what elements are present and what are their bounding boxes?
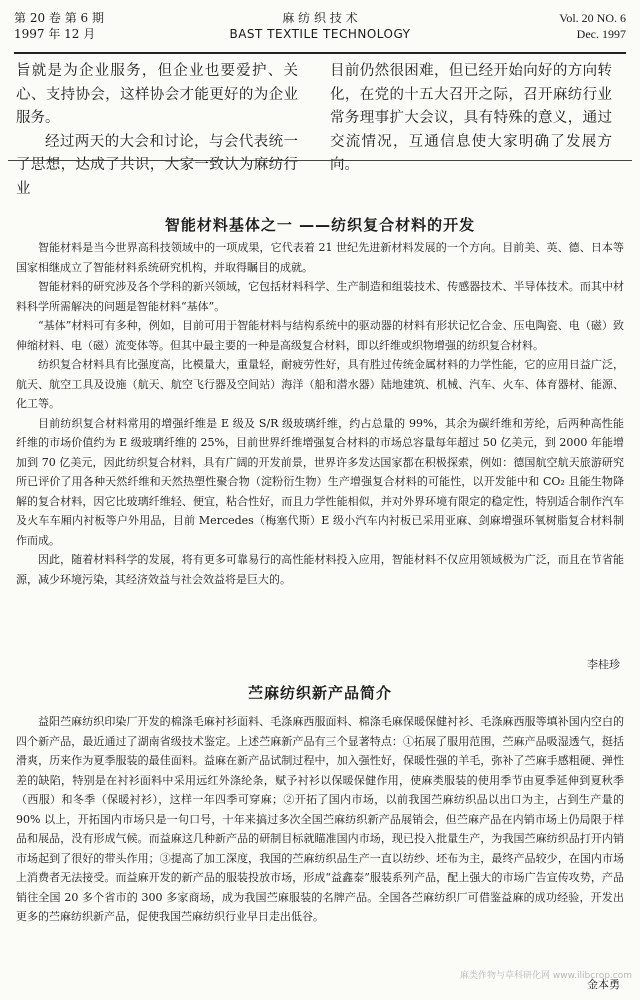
- section-divider: [8, 160, 632, 161]
- article-title: 智能材料基体之一 ——纺织复合材料的开发: [164, 216, 476, 234]
- continued-left-column: [16, 60, 298, 201]
- paragraph: 目前仍然很困难，但已经开始向好的方向转化，在党的十五大召开之际，召开麻纺行业常务理事扩大会议，具有特殊的意义，通过交流情况，互通信息使大家明确了发展方向。: [330, 63, 612, 173]
- journal-header: [14, 8, 626, 54]
- date-en: Dec. 1997: [576, 27, 626, 41]
- paragraph: 因此，随着材料科学的发展，将有更多可靠易行的高性能材料投入应用，智能材料不仅应用领域极为广泛，而且在节省能源，减少环境污染，其经济效益与社会效益将是巨大的。: [16, 553, 624, 586]
- paragraph: 益阳苎麻纺织印染厂开发的棉涤毛麻衬衫面料、毛涤麻西服面料、棉涤毛麻保暖保健衬衫、毛涤麻西服等填补国内空白的四个新产品，最近通过了湖南省级技术鉴定。上述苎麻新产品有三个显著特点：①拓展了服用范围，苎麻产品吸湿透气，挺括滑爽，历来作为夏季服装的最佳面料。益麻在新产品试制过程中，加入强性好，保暖性强的羊毛，弥补了苎麻手感粗硬、弹性差的缺陷，特别是在衬衫面料中采用远红外涤纶条，赋予衬衫以保暖保健作用，使麻类服装的使用季节由夏季延伸到夏秋季（西服）和冬季（保暖衬衫），这样一年四季可穿麻；②开拓了国内市场，以前我国苎麻纺织品以出口为主，占到生产量的 90% 以上，开拓国内市场只是一句口号，十年来搞过多次全国苎麻纺织新产品展销会，但苎麻产品在内销市场上仍局限于样品和展品，没有形成气候。而益麻这几种新产品的研制目标就瞄准国内市场，现已投入批量生产，为我国苎麻纺织品打开内销市场起到了很好的带头作用；③提高了加工深度，我国的苎麻纺织品生产一直以纺纱、坯布为主，最终产品较少，在国内市场上消费者无法接受。而益麻开发的新产品的服装投放市场，形成“益鑫泰”服装系列产品，配上强大的市场广告宣传攻势，产品销往全国 20 多个省市的 300 多家商场，成为我国苎麻服装的名牌产品。全国各苎麻纺织厂可借鉴益麻的成功经验，开发出更多的苎麻纺织新产品，促使我国苎麻纺织行业早日走出低谷。: [16, 715, 624, 923]
- paragraph: 目前纺织复合材料常用的增强纤维是 E 级及 S/R 级玻璃纤维，约占总量的 99%，其余为碳纤维和芳纶，后两种高性能纤维的市场价值约为 E 级玻璃纤维的 25%，目前世界纤维增强复合材料的市场总容量每年超过 50 亿美元，到 2000 年能增加到 70 亿美元，因此纺织复合材料，具有广阔的开发前景，世界许多发达国家都在积极探索，例如：德国航空航天旅游研究所已评价了用各种天然纤维和天然热塑性聚合物（淀粉衍生物）生产增强复合材料的可能性，以开发能中和 CO₂ 且能生物降解的复合材料，因它比玻璃纤维轻、便宜，粘合性好，而且力学性能相似，并对外界环境有限定的稳定性，特别适合制作汽车及火车车厢内衬板等户外用品，目前 Mercedes（梅塞代斯）E 级小汽车内衬板已采用亚麻、剑麻增强环氧树脂复合材料制作而成。: [16, 416, 624, 547]
- paragraph: “基体”材料可有多种，例如，目前可用于智能材料与结构系统中的驱动器的材料有形状记忆合金、压电陶瓷、电（磁）致伸缩材料、电（磁）流变体等。但其中最主要的一种是高级复合材料，即以纤维或织物增强的纺织复合材料。: [16, 319, 624, 352]
- article-body: [16, 238, 624, 589]
- paragraph: 智能材料的研究涉及各个学科的新兴领域，它包括材料科学、生产制造和组装技术、传感器技术、半导体技术。而其中材料科学所需解决的问题是智能材料“基体”。: [16, 280, 624, 313]
- article-author: 金本勇: [587, 978, 620, 991]
- article-title: 苎麻纺织新产品简介: [247, 684, 392, 702]
- journal-name-cn: 麻 纺 织 技 术: [282, 11, 358, 25]
- volume-en: Vol. 20 NO. 6: [559, 11, 626, 25]
- volume-issue: 第 20 卷 第 6 期: [14, 11, 104, 25]
- paragraph: 纺织复合材料具有比强度高，比模量大，重量轻，耐疲劳性好，具有胜过传统金属材料的力学性能，它的应用日益广泛，航天、航空工具及设施（航天、航空飞行器及空间站）海洋（船和潜水器）陆地建筑、机械、汽车、火车、体育器材、能源、化工等。: [16, 358, 624, 410]
- issue-info-en: [559, 10, 626, 42]
- journal-name: [14, 10, 626, 42]
- date-cn: 1997 年 12 月: [14, 27, 96, 41]
- site-watermark: 麻类作物与草科研化网 www.ilibcrop.com: [460, 971, 632, 981]
- article-body: [16, 712, 624, 927]
- continued-article: [16, 60, 624, 197]
- paragraph: 智能材料是当今世界高科技领域中的一项成果，它代表着 21 世纪先进新材料发展的一个方向。目前美、英、德、日本等国家相继成立了智能材料系统研究机构，并取得瞩目的成就。: [16, 241, 624, 274]
- article-author: 李桂珍: [587, 658, 620, 671]
- journal-name-en: BAST TEXTILE TECHNOLOGY: [229, 27, 411, 41]
- paragraph: 经过两天的大会和讨论，与会代表统一了思想，达成了共识，大家一致认为麻纺行业: [16, 133, 298, 197]
- paragraph: 旨就是为企业服务，但企业也要爱护、关心、支持协会，这样协会才能更好的为企业服务。: [16, 63, 298, 126]
